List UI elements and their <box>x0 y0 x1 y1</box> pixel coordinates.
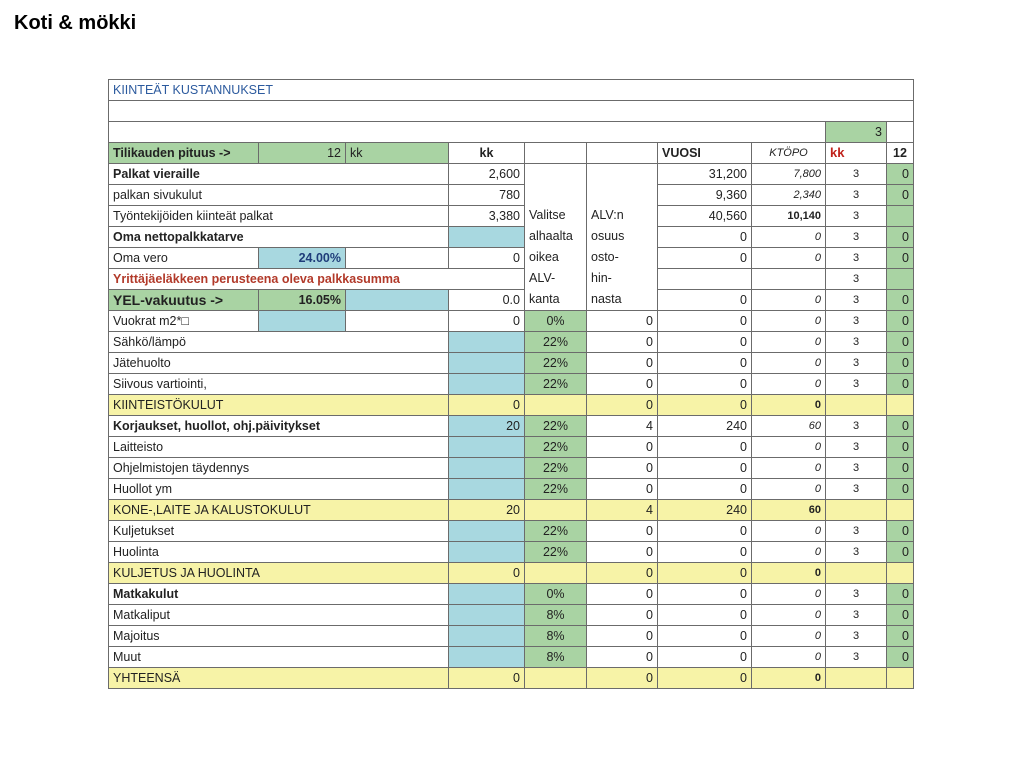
row-label: palkan sivukulut <box>109 185 449 206</box>
vuosi-value: 0 <box>658 521 752 542</box>
kk-input[interactable]: 20 <box>449 416 525 437</box>
item-row <box>109 353 914 374</box>
k-value: 3 <box>826 521 887 542</box>
vuosi-value: 0 <box>658 542 752 563</box>
twelve-header: 12 <box>887 143 914 164</box>
vuosi-value: 0 <box>658 311 752 332</box>
vuosi-value: 0 <box>658 605 752 626</box>
z-value: 0 <box>887 521 914 542</box>
alv-text-line: hin- <box>591 270 612 285</box>
z-value: 0 <box>887 185 914 206</box>
fixed-costs-table <box>108 79 914 689</box>
ktopo-total: 0 <box>752 668 826 689</box>
z-value: 0 <box>887 542 914 563</box>
alv-select[interactable]: 22% <box>525 332 587 353</box>
vuosi-total: 0 <box>658 395 752 416</box>
item-row <box>109 521 914 542</box>
ktopo-value: 0 <box>752 374 826 395</box>
osuus-total: 0 <box>587 563 658 584</box>
k-value: 3 <box>826 605 887 626</box>
row-label: Korjaukset, huollot, ohj.päivitykset <box>109 416 449 437</box>
z-value: 0 <box>887 584 914 605</box>
sheet-title: KIINTEÄT KUSTANNUKSET <box>109 80 914 101</box>
alv-select[interactable]: 22% <box>525 374 587 395</box>
alv-select[interactable]: 22% <box>525 542 587 563</box>
vuosi-total: 0 <box>658 668 752 689</box>
osuus-value: 0 <box>587 332 658 353</box>
blank-cell <box>525 143 587 164</box>
row-label: Huolinta <box>109 542 449 563</box>
alv-select[interactable]: 22% <box>525 479 587 500</box>
osuus-value: 4 <box>587 416 658 437</box>
row-label: Matkakulut <box>109 584 449 605</box>
ktopo-total: 60 <box>752 500 826 521</box>
kk-input[interactable] <box>449 521 525 542</box>
item-row <box>109 584 914 605</box>
kk-input[interactable] <box>449 542 525 563</box>
yhteensa-row <box>109 668 914 689</box>
row-label: Ohjelmistojen täydennys <box>109 458 449 479</box>
z-value: 0 <box>887 647 914 668</box>
palkat-row <box>109 164 914 185</box>
k-value: 3 <box>826 248 887 269</box>
blank-cell <box>109 101 914 122</box>
valitse-text-line: ALV- <box>529 270 556 285</box>
ktopo-value: 0 <box>752 542 826 563</box>
blank-cell <box>525 563 587 584</box>
kk-value: 0 <box>449 311 525 332</box>
blank-cell <box>826 668 887 689</box>
ktopo-value: 0 <box>752 458 826 479</box>
ktopo-value: 7,800 <box>752 164 826 185</box>
alv-text-line: osuus <box>591 228 625 243</box>
item-row <box>109 437 914 458</box>
blank-cell <box>346 290 449 311</box>
row-label: Jätehuolto <box>109 353 449 374</box>
k-value: 3 <box>826 437 887 458</box>
alv-select[interactable]: 22% <box>525 437 587 458</box>
alv-text-line: osto- <box>591 249 619 264</box>
ktopo-value: 10,140 <box>752 206 826 227</box>
title-row <box>109 80 914 101</box>
item-row <box>109 374 914 395</box>
row-label: Vuokrat m2*□ <box>109 311 259 332</box>
osuus-value: 0 <box>587 542 658 563</box>
header-row <box>109 143 914 164</box>
kk-value: 2,600 <box>449 164 525 185</box>
ktopo-value: 0 <box>752 479 826 500</box>
k-value: 3 <box>826 647 887 668</box>
k-value: 3 <box>826 290 887 311</box>
vuosi-value: 31,200 <box>658 164 752 185</box>
kk-input[interactable] <box>449 374 525 395</box>
ktopo-value: 0 <box>752 227 826 248</box>
row-label: Muut <box>109 647 449 668</box>
row-label: Sähkö/lämpö <box>109 332 449 353</box>
osuus-value: 0 <box>587 479 658 500</box>
kk-red-header: kk <box>826 143 887 164</box>
vuosi-value: 0 <box>658 248 752 269</box>
ktopo-value: 0 <box>752 584 826 605</box>
ktopo-value: 0 <box>752 248 826 269</box>
k-value: 3 <box>826 479 887 500</box>
netto-row <box>109 227 914 248</box>
valitse-note <box>525 164 587 311</box>
osuus-value: 0 <box>587 584 658 605</box>
alv-select[interactable]: 8% <box>525 605 587 626</box>
total-label: KONE-,LAITE JA KALUSTOKULUT <box>109 500 449 521</box>
ktopo-value <box>752 269 826 290</box>
vuosi-value: 0 <box>658 437 752 458</box>
alv-select[interactable]: 22% <box>525 416 587 437</box>
osuus-value: 0 <box>587 626 658 647</box>
ktopo-total: 0 <box>752 563 826 584</box>
blank-cell <box>826 563 887 584</box>
kk-input[interactable] <box>449 605 525 626</box>
row-label: Majoitus <box>109 626 449 647</box>
alv-select[interactable]: 0% <box>525 584 587 605</box>
ktopo-value: 0 <box>752 605 826 626</box>
osuus-value: 0 <box>587 647 658 668</box>
kk-value: 780 <box>449 185 525 206</box>
blank-cell <box>587 143 658 164</box>
blank-cell <box>525 395 587 416</box>
item-row <box>109 626 914 647</box>
vuosi-value: 0 <box>658 647 752 668</box>
z-value <box>887 269 914 290</box>
k-value: 3 <box>826 626 887 647</box>
osuus-value: 0 <box>587 353 658 374</box>
period-label: Tilikauden pituus -> <box>109 143 259 164</box>
vuosi-value: 0 <box>658 227 752 248</box>
z-value: 0 <box>887 290 914 311</box>
yel-pct: 16.05% <box>259 290 346 311</box>
kk-input[interactable] <box>449 626 525 647</box>
osuus-value: 0 <box>587 458 658 479</box>
row-label: Työntekijöiden kiinteät palkat <box>109 206 449 227</box>
k-value: 3 <box>826 332 887 353</box>
alv-select[interactable]: 8% <box>525 647 587 668</box>
item-row <box>109 479 914 500</box>
osuus-value: 0 <box>587 311 658 332</box>
z-value: 0 <box>887 437 914 458</box>
osuus-value: 0 <box>587 374 658 395</box>
ktopo-value: 0 <box>752 647 826 668</box>
row-label: Palkat vieraille <box>109 164 449 185</box>
blank-cell <box>346 248 449 269</box>
kk-total: 20 <box>449 500 525 521</box>
blank-row <box>109 101 914 122</box>
osuus-total: 4 <box>587 500 658 521</box>
k-value: 3 <box>826 164 887 185</box>
k-value: 3 <box>826 311 887 332</box>
vuosi-total: 0 <box>658 563 752 584</box>
vuosi-value: 0 <box>658 374 752 395</box>
row-label: Oma vero <box>109 248 259 269</box>
z-value: 0 <box>887 605 914 626</box>
total-label: KULJETUS JA HUOLINTA <box>109 563 449 584</box>
alv-note <box>587 164 658 311</box>
osuus-total: 0 <box>587 668 658 689</box>
vuokrat-m2-input[interactable] <box>259 311 346 332</box>
valitse-text-line: Valitse <box>529 207 566 222</box>
z-value: 0 <box>887 458 914 479</box>
z-value: 0 <box>887 311 914 332</box>
row-label: Kuljetukset <box>109 521 449 542</box>
kone-total-row <box>109 500 914 521</box>
ktopo-total: 0 <box>752 395 826 416</box>
vuosi-value: 0 <box>658 584 752 605</box>
kiinteisto-total-row <box>109 395 914 416</box>
alv-select[interactable]: 22% <box>525 458 587 479</box>
vuosi-value: 240 <box>658 416 752 437</box>
kiinteat-row <box>109 206 914 227</box>
kk-input[interactable] <box>449 647 525 668</box>
ktopo-value: 0 <box>752 332 826 353</box>
kuljetus-total-row <box>109 563 914 584</box>
row-label: Huollot ym <box>109 479 449 500</box>
vuosi-header: VUOSI <box>658 143 752 164</box>
k-value: 3 <box>826 206 887 227</box>
blank-cell <box>109 122 826 143</box>
ktopo-value: 60 <box>752 416 826 437</box>
alv-select[interactable]: 22% <box>525 353 587 374</box>
k-value: 3 <box>826 458 887 479</box>
vuokrat-row <box>109 311 914 332</box>
ktopo-header: KTÖPO <box>752 143 826 164</box>
row-label: Yrittäjäeläkkeen perusteena oleva palkkasumma <box>109 269 525 290</box>
k-value: 3 <box>826 353 887 374</box>
blank-cell <box>525 668 587 689</box>
z-value: 0 <box>887 332 914 353</box>
blank-cell <box>887 500 914 521</box>
item-row <box>109 458 914 479</box>
kk-total: 0 <box>449 395 525 416</box>
k-value: 3 <box>826 584 887 605</box>
ktopo-value: 0 <box>752 311 826 332</box>
row-label: Siivous vartiointi, <box>109 374 449 395</box>
vuosi-value: 0 <box>658 332 752 353</box>
vuosi-value: 0 <box>658 290 752 311</box>
valitse-text-line: kanta <box>529 291 560 306</box>
vuosi-value <box>658 269 752 290</box>
total-label: KIINTEISTÖKULUT <box>109 395 449 416</box>
kk-value: 3,380 <box>449 206 525 227</box>
period-months-input[interactable]: 12 <box>259 143 346 164</box>
kk-input[interactable] <box>449 437 525 458</box>
kk-input[interactable] <box>449 332 525 353</box>
blank-cell <box>826 395 887 416</box>
k-value: 3 <box>826 185 887 206</box>
vero-row <box>109 248 914 269</box>
sivukulut-row <box>109 185 914 206</box>
blank-cell <box>887 668 914 689</box>
item-row <box>109 416 914 437</box>
item-row <box>109 332 914 353</box>
z-value: 0 <box>887 248 914 269</box>
vuosi-value: 0 <box>658 626 752 647</box>
k-value: 3 <box>826 374 887 395</box>
blank-cell <box>346 311 449 332</box>
row-label: Oma nettopalkkatarve <box>109 227 449 248</box>
kk-input[interactable] <box>449 584 525 605</box>
z-value: 0 <box>887 479 914 500</box>
blank-cell <box>887 563 914 584</box>
ktopo-value: 0 <box>752 290 826 311</box>
k-value: 3 <box>826 227 887 248</box>
osuus-value: 0 <box>587 437 658 458</box>
row-label: Laitteisto <box>109 437 449 458</box>
vuosi-value: 0 <box>658 458 752 479</box>
osuus-total: 0 <box>587 395 658 416</box>
kk-total: 0 <box>449 563 525 584</box>
yrittaja-row <box>109 269 914 290</box>
item-row <box>109 605 914 626</box>
vuosi-value: 0 <box>658 353 752 374</box>
vero-pct-input[interactable]: 24.00% <box>259 248 346 269</box>
z-value: 0 <box>887 353 914 374</box>
ktopo-value: 0 <box>752 521 826 542</box>
ktopo-value: 0 <box>752 626 826 647</box>
item-row <box>109 647 914 668</box>
kk-input[interactable] <box>449 227 525 248</box>
alv-text-line: nasta <box>591 291 622 306</box>
z-value: 0 <box>887 374 914 395</box>
counter-row <box>109 122 914 143</box>
vuosi-value: 0 <box>658 479 752 500</box>
row-label: Matkaliput <box>109 605 449 626</box>
alv-select[interactable]: 22% <box>525 521 587 542</box>
period-unit: kk <box>346 143 449 164</box>
item-row <box>109 542 914 563</box>
kk-input[interactable] <box>449 458 525 479</box>
osuus-value: 0 <box>587 521 658 542</box>
z-value: 0 <box>887 164 914 185</box>
z-value: 0 <box>887 416 914 437</box>
vuosi-value: 40,560 <box>658 206 752 227</box>
yel-row <box>109 290 914 311</box>
alv-select[interactable]: 8% <box>525 626 587 647</box>
valitse-text-line: oikea <box>529 249 559 264</box>
z-value <box>887 206 914 227</box>
alv-select[interactable]: 0% <box>525 311 587 332</box>
ktopo-value: 2,340 <box>752 185 826 206</box>
k-value: 3 <box>826 269 887 290</box>
blank-cell <box>887 395 914 416</box>
kk-value: 0.0 <box>449 290 525 311</box>
blank-cell <box>525 500 587 521</box>
top-counter: 3 <box>826 122 887 143</box>
kk-value: 0 <box>449 248 525 269</box>
alv-text-line: ALV:n <box>591 207 624 222</box>
vuosi-value: 9,360 <box>658 185 752 206</box>
row-label: YEL-vakuutus -> <box>109 290 259 311</box>
slide-title: Koti & mökki <box>14 12 137 34</box>
blank-cell <box>887 122 914 143</box>
vuosi-total: 240 <box>658 500 752 521</box>
z-value: 0 <box>887 227 914 248</box>
valitse-text-line: alhaalta <box>529 228 573 243</box>
k-value: 3 <box>826 416 887 437</box>
blank-cell <box>826 500 887 521</box>
z-value: 0 <box>887 626 914 647</box>
ktopo-value: 0 <box>752 353 826 374</box>
kk-input[interactable] <box>449 353 525 374</box>
kk-total: 0 <box>449 668 525 689</box>
kk-input[interactable] <box>449 479 525 500</box>
ktopo-value: 0 <box>752 437 826 458</box>
osuus-value: 0 <box>587 605 658 626</box>
k-value: 3 <box>826 542 887 563</box>
kk-header: kk <box>449 143 525 164</box>
total-label: YHTEENSÄ <box>109 668 449 689</box>
